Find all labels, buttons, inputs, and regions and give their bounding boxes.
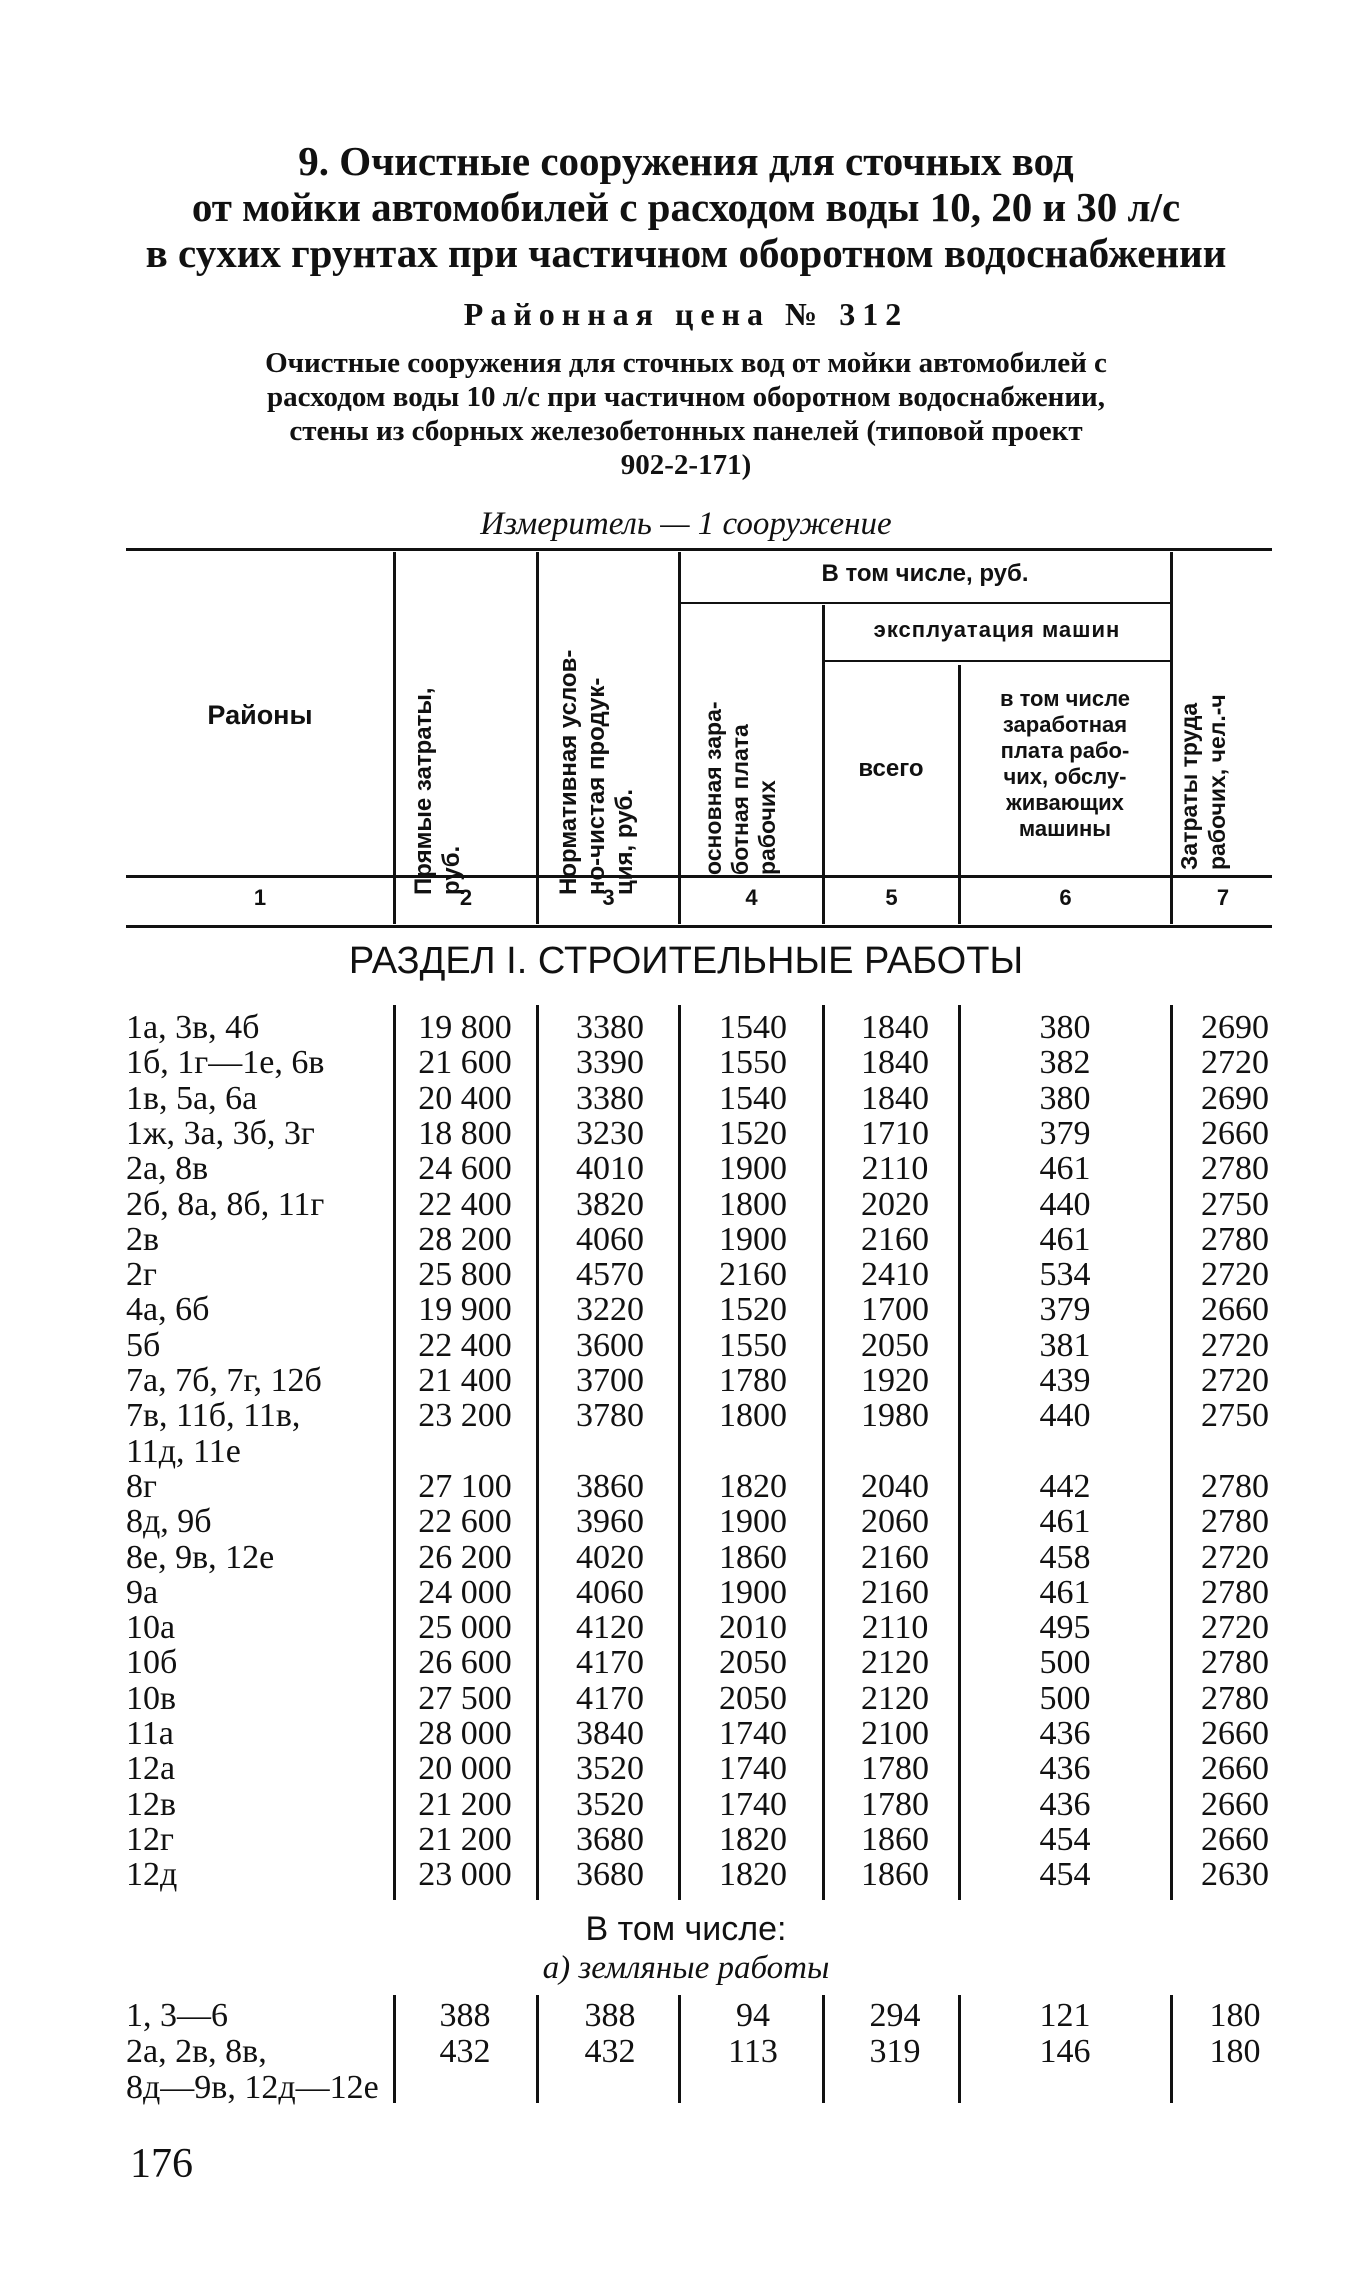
table-row [0,1645,1372,1681]
value-cell-c3: 4170 [576,1679,644,1717]
value-cell-c5: 1840 [861,1009,929,1046]
value-cell-c7: 2690 [1201,1079,1269,1117]
table-row [0,1151,1372,1187]
value-cell-c5: 2110 [861,1150,929,1188]
value-cell-c7: 2750 [1201,1185,1269,1223]
value-cell-c5: 2410 [861,1256,929,1294]
value-cell-c5: 2050 [861,1326,929,1364]
title-line-1: 9. Очистные сооружения для сточных вод [298,138,1074,184]
value-cell-c7: 180 [1209,1997,1261,2034]
header-regions: Районы [207,700,313,730]
value-cell-c3: 3700 [576,1362,644,1399]
header-base-wage-line-1: основная зара- [700,701,726,875]
value-cell-c5: 1700 [861,1291,929,1329]
value-cell-c6: 534 [1039,1256,1091,1294]
value-cell-c4: 94 [736,1997,770,2034]
value-cell-c4: 1740 [719,1785,787,1823]
header-bottom-rule [126,875,1272,878]
table-row [0,1540,1372,1576]
value-cell-c5: 2060 [861,1503,929,1541]
value-cell-c7: 2660 [1201,1820,1269,1858]
table-row [0,1681,1372,1717]
region-cell: 8д, 9б [126,1503,212,1541]
col-number: 1 [253,885,267,910]
value-cell-c7: 2720 [1201,1362,1269,1399]
value-cell-c6: 380 [1039,1079,1091,1117]
col-number: 2 [459,885,473,910]
value-cell-c6: 461 [1039,1573,1091,1611]
table-row [0,1187,1372,1223]
value-cell-c5: 2110 [861,1609,929,1647]
region-cell: 11а [126,1715,174,1752]
value-cell-c2: 20 000 [418,1750,512,1788]
value-cell-c4: 1800 [719,1185,787,1223]
col-number: 4 [745,885,758,910]
value-cell-c2: 26 600 [418,1644,512,1682]
value-cell-c5: 294 [869,1997,921,2034]
value-cell-c7: 2660 [1201,1114,1269,1152]
value-cell-c3: 3520 [576,1785,644,1823]
value-cell-c6: 439 [1039,1362,1091,1399]
value-cell-c5: 1860 [861,1820,929,1858]
region-cell: 2б, 8а, 8б, 11г [126,1185,325,1223]
table-row [0,1363,1372,1399]
header-labor-line-1: Затраты труда [1176,702,1202,870]
value-cell-c5: 1710 [861,1114,929,1152]
value-cell-c3: 3600 [576,1326,644,1364]
value-cell-c5: 2120 [861,1679,929,1717]
value-cell-c3: 3390 [576,1044,644,1082]
value-cell-c5: 319 [869,2033,921,2070]
value-cell-c6: 440 [1039,1397,1091,1435]
value-cell-c2: 24 000 [418,1573,512,1611]
value-cell-c3: 4060 [576,1573,644,1611]
region-cell: 9а [126,1573,159,1611]
table-row [0,1716,1372,1752]
description-line-3: стены из сборных железобетонных панелей (типовой проект [289,415,1083,447]
value-cell-c4: 1900 [719,1150,787,1188]
section-heading: РАЗДЕЛ I. СТРОИТЕЛЬНЫЕ РАБОТЫ [348,940,1024,982]
table-row [0,1398,1372,1434]
value-cell-c3: 4020 [576,1538,644,1576]
header-machine-wage-line-2: заработная [1002,712,1128,737]
value-cell-c5: 1840 [861,1079,929,1117]
col-number: 7 [1216,885,1230,910]
value-cell-c5: 1780 [861,1750,929,1788]
description [150,346,1222,482]
region-cell: 5б [126,1326,161,1364]
table-row [0,1469,1372,1505]
value-cell-c4: 1820 [719,1856,787,1894]
header-top-rule [126,548,1272,551]
header-labor-line-2: рабочих, чел.-ч [1204,694,1230,870]
value-cell-c7: 2780 [1201,1503,1269,1541]
header-net-production [555,585,655,895]
value-cell-c6: 442 [1039,1467,1091,1505]
region-cell: 1, 3—6 [126,1997,228,2034]
region-cell: 2а, 8в [126,1150,209,1188]
header-direct-cost [410,585,510,895]
value-cell-c5: 2160 [861,1538,929,1576]
table-row [0,1751,1372,1787]
table-row [0,1328,1372,1364]
value-cell-c3: 3680 [576,1856,644,1894]
region-cell: 10а [126,1609,176,1647]
col-divider [678,552,681,924]
value-cell-c6: 454 [1039,1820,1091,1858]
value-cell-c2: 21 200 [418,1820,512,1858]
col-number: 6 [1059,885,1072,910]
table-row [0,1116,1372,1152]
header-direct-cost-line-2: руб. [438,845,465,895]
table-row [0,1857,1372,1893]
subsection-name: а) земляные работы [542,1950,830,1986]
value-cell-c6: 461 [1039,1220,1091,1258]
value-cell-c6: 436 [1039,1750,1091,1788]
value-cell-c4: 2050 [719,1679,787,1717]
value-cell-c5: 2020 [861,1185,929,1223]
table-row [0,1822,1372,1858]
header-base-wage-line-2: ботная плата [727,724,753,875]
value-cell-c3: 4060 [576,1220,644,1258]
value-cell-c3: 3820 [576,1185,644,1223]
value-cell-c2: 21 600 [418,1044,512,1082]
value-cell-c3: 3520 [576,1750,644,1788]
value-cell-c2: 432 [439,2033,491,2070]
value-cell-c2: 19 800 [418,1009,512,1046]
value-cell-c6: 379 [1039,1291,1091,1329]
value-cell-c2: 26 200 [418,1538,512,1576]
description-line-1: Очистные сооружения для сточных вод от мойки автомобилей с [265,347,1107,379]
region-cell: 2а, 2в, 8в, [126,2033,267,2070]
table-row [0,1010,1372,1046]
table-row [0,1610,1372,1646]
value-cell-c6: 458 [1039,1538,1091,1576]
table-row [0,1257,1372,1293]
subsection-row [0,1998,1372,2034]
value-cell-c3: 388 [584,1997,636,2034]
header-net-production-line-2: но-чистая продук- [583,677,610,895]
region-cell: 1ж, 3а, 3б, 3г [126,1114,315,1152]
value-cell-c6: 436 [1039,1715,1091,1752]
table-row [0,1504,1372,1540]
title-line-3: в сухих грунтах при частичном оборотном водоснабжении [145,230,1227,276]
header-machine-wage [960,686,1170,842]
value-cell-c2: 22 400 [418,1185,512,1223]
value-cell-c6: 379 [1039,1114,1091,1152]
region-cell: 10б [126,1644,178,1682]
value-cell-c6: 146 [1039,2033,1091,2070]
value-cell-c3: 3780 [576,1397,644,1435]
header-direct-cost-line-1: Прямые затраты, [410,687,437,895]
header-machine-wage-line-1: в том числе [999,686,1131,711]
value-cell-c3: 3960 [576,1503,644,1541]
value-cell-c4: 2010 [719,1609,787,1647]
table-row [0,1222,1372,1258]
value-cell-c7: 2690 [1201,1009,1269,1046]
header-incl: В том числе, руб. [821,560,1029,587]
value-cell-c4: 2160 [719,1256,787,1294]
subsection-incl: В том числе: [585,1910,787,1948]
col-divider [536,552,539,924]
price-label: Районная цена № 312 [463,296,909,332]
value-cell-c4: 1900 [719,1573,787,1611]
table-row [0,1045,1372,1081]
colnum-bottom-rule [126,925,1272,928]
incl-rule [680,602,1170,604]
value-cell-c7: 2720 [1201,1256,1269,1294]
value-cell-c4: 2050 [719,1644,787,1682]
value-cell-c6: 495 [1039,1609,1091,1647]
value-cell-c7: 2780 [1201,1150,1269,1188]
value-cell-c2: 22 400 [418,1326,512,1364]
value-cell-c4: 1540 [719,1079,787,1117]
value-cell-c4: 1800 [719,1397,787,1435]
header-labor [1175,630,1265,870]
value-cell-c6: 380 [1039,1009,1091,1046]
value-cell-c5: 2040 [861,1467,929,1505]
value-cell-c4: 1550 [719,1044,787,1082]
value-cell-c3: 4570 [576,1256,644,1294]
value-cell-c4: 113 [728,2033,778,2070]
region-cell: 12а [126,1750,176,1788]
value-cell-c7: 2630 [1201,1856,1269,1894]
value-cell-c6: 381 [1039,1326,1091,1364]
region-cell: 1а, 3в, 4б [126,1009,260,1046]
region-cell: 8е, 9в, 12е [126,1538,275,1576]
value-cell-c7: 2720 [1201,1538,1269,1576]
region-cell: 8г [126,1467,157,1505]
value-cell-c3: 432 [584,2033,636,2070]
table-row [0,1787,1372,1823]
value-cell-c7: 2720 [1201,1326,1269,1364]
value-cell-c5: 2160 [861,1573,929,1611]
value-cell-c7: 2720 [1201,1609,1269,1647]
value-cell-c4: 1520 [719,1291,787,1329]
region-cell: 1б, 1г—1е, 6в [126,1044,325,1082]
region-cell: 8д—9в, 12д—12е [126,2069,379,2106]
value-cell-c4: 1900 [719,1220,787,1258]
value-cell-c6: 500 [1039,1679,1091,1717]
title-line-2: от мойки автомобилей с расходом воды 10, 20 и 30 л/с [191,184,1181,230]
value-cell-c2: 27 500 [418,1679,512,1717]
value-cell-c2: 21 400 [418,1362,512,1399]
region-cell: 7а, 7б, 7г, 12б [126,1362,322,1399]
header-base-wage-line-3: рабочих [754,780,780,875]
value-cell-c7: 2780 [1201,1573,1269,1611]
region-cell: 12г [126,1820,174,1858]
region-cell: 10в [126,1679,177,1717]
value-cell-c2: 23 000 [418,1856,512,1894]
value-cell-c7: 180 [1209,2033,1261,2070]
value-cell-c6: 461 [1039,1150,1091,1188]
table-row [0,1434,1372,1470]
value-cell-c4: 1740 [719,1715,787,1752]
value-cell-c7: 2720 [1201,1044,1269,1082]
value-cell-c2: 23 200 [418,1397,512,1435]
measure-unit: Измеритель — 1 сооружение [480,506,892,542]
header-machines: эксплуатация машин [873,617,1121,642]
value-cell-c5: 1860 [861,1856,929,1894]
value-cell-c4: 1780 [719,1362,787,1399]
region-cell: 4а, 6б [126,1291,210,1329]
region-cell: 12в [126,1785,177,1823]
region-cell: 1в, 5а, 6а [126,1079,258,1117]
value-cell-c4: 1860 [719,1538,787,1576]
value-cell-c5: 2100 [861,1715,929,1752]
value-cell-c3: 3220 [576,1291,644,1329]
machines-rule [824,660,1170,662]
table-row [0,1292,1372,1328]
value-cell-c6: 461 [1039,1503,1091,1541]
value-cell-c3: 3380 [576,1079,644,1117]
region-cell: 2г [126,1256,157,1294]
value-cell-c7: 2780 [1201,1220,1269,1258]
value-cell-c7: 2660 [1201,1291,1269,1329]
value-cell-c3: 3840 [576,1715,644,1752]
value-cell-c5: 2120 [861,1644,929,1682]
value-cell-c3: 3860 [576,1467,644,1505]
value-cell-c2: 21 200 [418,1785,512,1823]
value-cell-c2: 19 900 [418,1291,512,1329]
value-cell-c5: 1840 [861,1044,929,1082]
value-cell-c3: 4170 [576,1644,644,1682]
value-cell-c6: 440 [1039,1185,1091,1223]
value-cell-c2: 25 800 [418,1256,512,1294]
value-cell-c5: 2160 [861,1220,929,1258]
value-cell-c3: 3230 [576,1114,644,1152]
value-cell-c3: 4010 [576,1150,644,1188]
value-cell-c2: 24 600 [418,1150,512,1188]
region-cell: 12д [126,1856,178,1894]
value-cell-c7: 2750 [1201,1397,1269,1435]
col-divider [1170,552,1173,924]
section-title [100,138,1272,276]
description-line-4: 902-2-171) [620,449,752,481]
value-cell-c3: 4120 [576,1609,644,1647]
value-cell-c4: 1820 [719,1820,787,1858]
header-machine-wage-line-6: машины [1018,816,1112,841]
value-cell-c6: 121 [1039,1997,1091,2034]
header-machines-total: всего [858,755,924,782]
value-cell-c4: 1900 [719,1503,787,1541]
region-cell: 2в [126,1220,160,1258]
value-cell-c4: 1740 [719,1750,787,1788]
value-cell-c2: 28 200 [418,1220,512,1258]
header-machine-wage-line-4: чих, обслу- [1003,764,1127,789]
value-cell-c5: 1920 [861,1362,929,1399]
value-cell-c5: 1980 [861,1397,929,1435]
value-cell-c2: 22 600 [418,1503,512,1541]
col-number: 5 [885,885,898,910]
value-cell-c4: 1520 [719,1114,787,1152]
value-cell-c2: 25 000 [418,1609,512,1647]
description-line-2: расходом воды 10 л/с при частичном оборотном водоснабжении, [267,381,1105,413]
value-cell-c6: 454 [1039,1856,1091,1894]
header-machine-wage-line-3: плата рабо- [1000,738,1130,763]
table-row [0,1575,1372,1611]
header-net-production-line-1: Нормативная услов- [555,649,582,895]
value-cell-c3: 3680 [576,1820,644,1858]
value-cell-c6: 436 [1039,1785,1091,1823]
value-cell-c7: 2660 [1201,1785,1269,1823]
header-net-production-line-3: ция, руб. [611,788,638,895]
value-cell-c2: 18 800 [418,1114,512,1152]
subsection-row [0,2070,1372,2106]
value-cell-c6: 382 [1039,1044,1091,1082]
value-cell-c5: 1780 [861,1785,929,1823]
subsection-row [0,2034,1372,2070]
value-cell-c2: 20 400 [418,1079,512,1117]
col-number: 3 [602,885,615,910]
value-cell-c7: 2780 [1201,1644,1269,1682]
value-cell-c4: 1550 [719,1326,787,1364]
header-base-wage [700,615,800,875]
region-cell: 7в, 11б, 11в, [126,1397,301,1435]
value-cell-c2: 27 100 [418,1467,512,1505]
value-cell-c7: 2660 [1201,1715,1269,1752]
page-number: 176 [130,2141,193,2187]
value-cell-c3: 3380 [576,1009,644,1046]
header-machine-wage-line-5: живающих [1006,790,1124,815]
table-row [0,1081,1372,1117]
value-cell-c4: 1540 [719,1009,787,1046]
value-cell-c2: 28 000 [418,1715,512,1752]
value-cell-c4: 1820 [719,1467,787,1505]
value-cell-c7: 2780 [1201,1467,1269,1505]
col-divider [393,552,396,924]
value-cell-c2: 388 [439,1997,491,2034]
value-cell-c6: 500 [1039,1644,1091,1682]
region-cell: 11д, 11е [126,1432,241,1470]
value-cell-c7: 2780 [1201,1679,1269,1717]
value-cell-c7: 2660 [1201,1750,1269,1788]
